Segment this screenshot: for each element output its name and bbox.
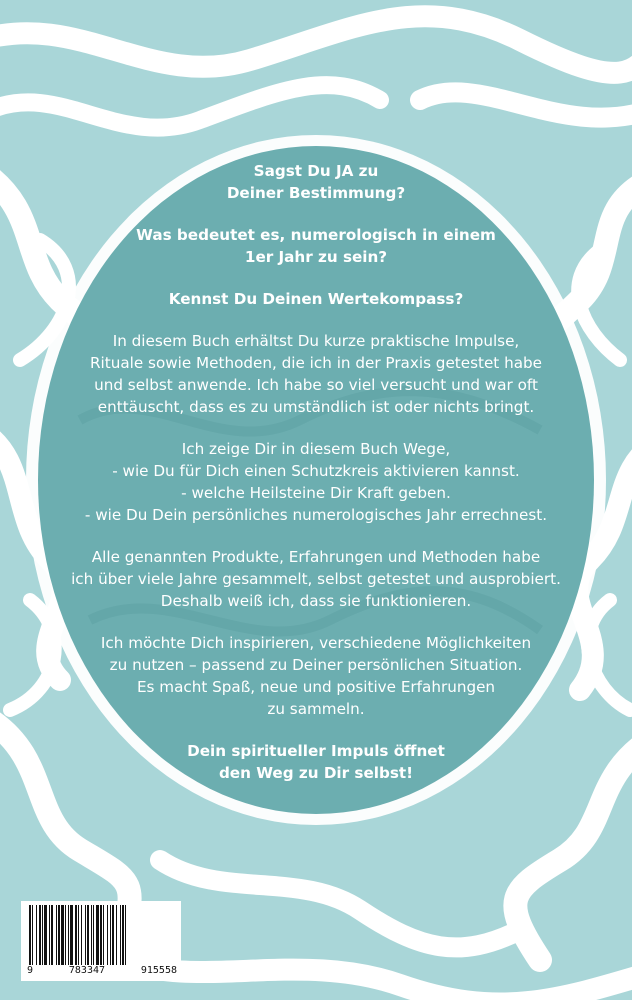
barcode-bar bbox=[61, 905, 64, 965]
body-line: Ich möchte Dich inspirieren, verschiedene Möglichkeiten bbox=[100, 634, 532, 652]
barcode-bar bbox=[100, 905, 102, 965]
barcode-bar bbox=[81, 905, 82, 965]
body-line: - wie Du für Dich einen Schutzkreis aktivieren kannst. bbox=[112, 462, 520, 480]
closing-line: Dein spiritueller Impuls öffnet bbox=[187, 742, 445, 760]
body-line: - welche Heilsteine Dir Kraft geben. bbox=[181, 484, 451, 502]
barcode-bar bbox=[78, 905, 79, 965]
barcode-bar bbox=[107, 905, 108, 965]
barcode-bar bbox=[87, 905, 89, 965]
body-line: und selbst anwende. Ich habe so viel versucht und war oft bbox=[94, 376, 538, 394]
isbn-barcode bbox=[21, 901, 181, 981]
barcode-bar bbox=[68, 905, 69, 965]
barcode-bar bbox=[44, 905, 47, 965]
barcode-bar bbox=[51, 905, 53, 965]
barcode-bar bbox=[85, 905, 86, 965]
body-line: zu sammeln. bbox=[267, 700, 365, 718]
barcode-bar bbox=[120, 905, 121, 965]
barcode-bar bbox=[110, 905, 111, 965]
closing-line: den Weg zu Dir selbst! bbox=[218, 764, 414, 782]
barcode-bar bbox=[36, 905, 37, 965]
heading-line: 1er Jahr zu sein? bbox=[244, 248, 388, 266]
barcode-bar bbox=[125, 905, 126, 965]
barcode-bar bbox=[49, 905, 50, 965]
barcode-bar bbox=[39, 905, 41, 965]
body-line: Es macht Spaß, neue und positive Erfahrungen bbox=[136, 678, 496, 696]
body-line: ich über viele Jahre gesammelt, selbst getestet und ausprobiert. bbox=[71, 570, 561, 588]
barcode-bar bbox=[29, 905, 31, 965]
body-line: Ich zeige Dir in diesem Buch Wege, bbox=[181, 440, 451, 458]
back-cover-text bbox=[60, 160, 572, 800]
body-line: Rituale sowie Methoden, die ich in der Praxis getestet habe bbox=[89, 354, 543, 372]
heading-line: Deiner Bestimmung? bbox=[226, 184, 406, 202]
barcode-bar bbox=[56, 905, 57, 965]
barcode-bar bbox=[96, 905, 99, 965]
barcode-bar bbox=[70, 905, 73, 965]
body-line: zu nutzen – passend zu Deiner persönlichen Situation. bbox=[109, 656, 523, 674]
barcode-bar bbox=[65, 905, 66, 965]
barcode-bar bbox=[75, 905, 77, 965]
heading-line: Was bedeutet es, numerologisch in einem bbox=[136, 226, 496, 244]
barcode-bar bbox=[58, 905, 60, 965]
body-line: Alle genannten Produkte, Erfahrungen und Methoden habe bbox=[91, 548, 541, 566]
body-line: - wie Du Dein persönliches numerologisches Jahr errechnest. bbox=[84, 506, 548, 524]
barcode-bar bbox=[42, 905, 43, 965]
body-line: In diesem Buch erhältst Du kurze praktische Impulse, bbox=[112, 332, 520, 350]
body-line: enttäuscht, dass es zu umständlich ist oder nichts bringt. bbox=[97, 398, 535, 416]
barcode-bar bbox=[116, 905, 117, 965]
barcode-digits bbox=[27, 965, 177, 976]
barcode-bar bbox=[103, 905, 104, 965]
barcode-bar bbox=[32, 905, 33, 965]
barcode-digit-group: 783347 bbox=[68, 965, 106, 976]
barcode-bar bbox=[91, 905, 92, 965]
body-line: Deshalb weiß ich, dass sie funktionieren. bbox=[160, 592, 472, 610]
barcode-digit-group: 915558 bbox=[140, 965, 177, 976]
barcode-bar bbox=[112, 905, 114, 965]
barcode-bar bbox=[93, 905, 94, 965]
barcode-digit-first: 9 bbox=[27, 965, 34, 976]
barcode-bars bbox=[27, 905, 177, 965]
heading-line: Kennst Du Deinen Wertekompass? bbox=[168, 290, 464, 308]
barcode-bar bbox=[122, 905, 124, 965]
heading-line: Sagst Du JA zu bbox=[253, 162, 379, 180]
